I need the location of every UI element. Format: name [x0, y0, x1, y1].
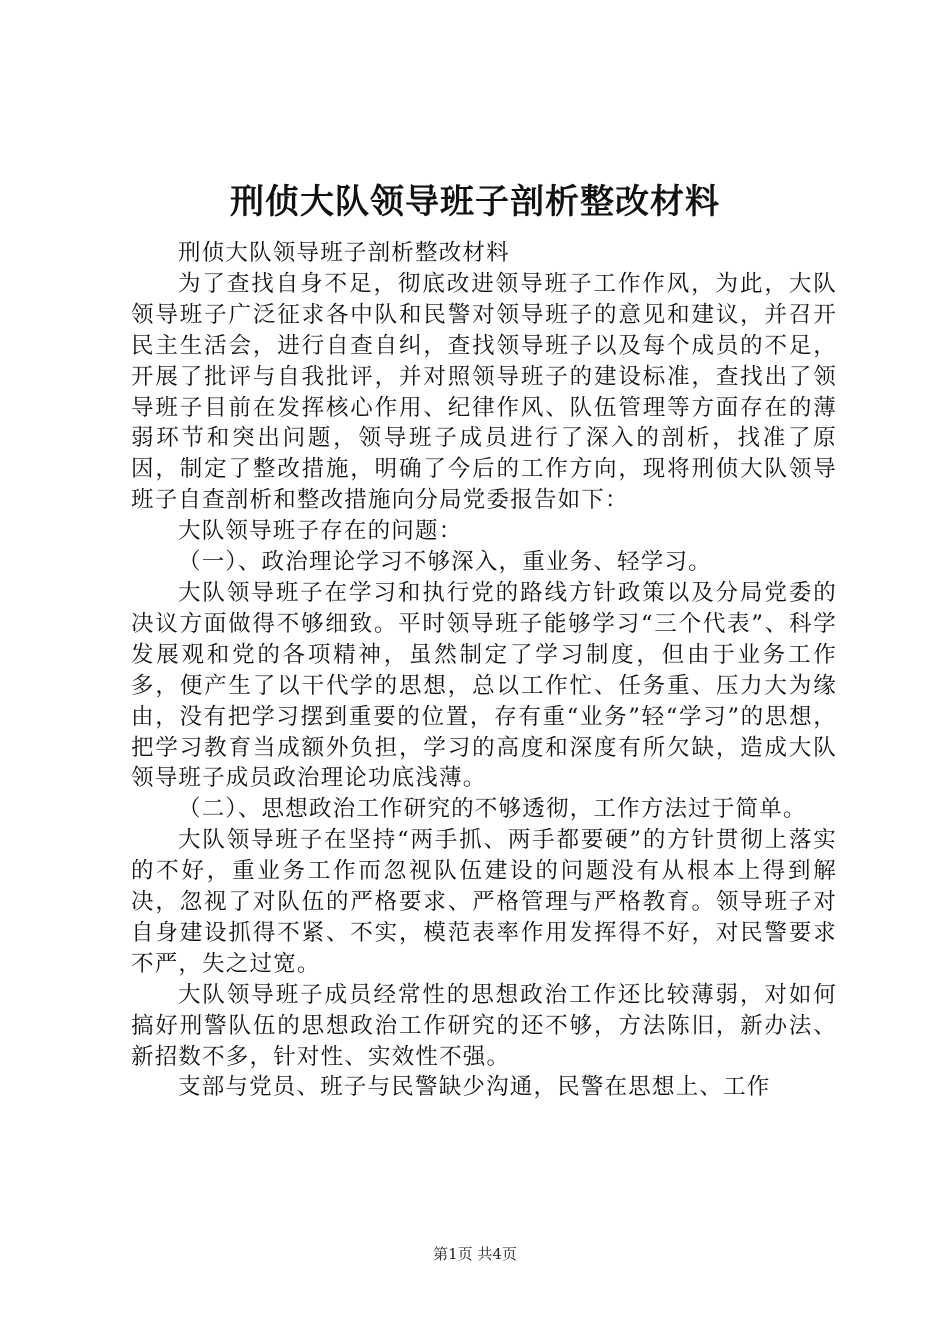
page-footer: 第1页 共4页 [433, 1245, 517, 1263]
paragraph-section-2-heading: （二）、思想政治工作研究的不够透彻，工作方法过于简单。 [178, 796, 807, 823]
paragraph-section-2-body-2: 大队领导班子成员经常性的思想政治工作还比较薄弱，对如何搞好刑警队伍的思想政治工作研究的还不够，方法陈旧，新办法、新招数不多，针对性、实效性不强。 [131, 981, 837, 1070]
paragraph-section-2-body: 大队领导班子在坚持“两手抓、两手都要硬”的方针贯彻上落实的不好，重业务工作而忽视队伍建设的问题没有从根本上得到解决，忽视了对队伍的严格要求、严格管理与严格教育。领导班子对自身建设抓得不紧、不实，模范表率作用发挥得不好，对民警要求不严，失之过宽。 [131, 827, 837, 977]
paragraph-introduction: 为了查找自身不足，彻底改进领导班子工作作风，为此，大队领导班子广泛征求各中队和民警对领导班子的意见和建议，并召开民主生活会，进行自查自纠，查找领导班子以及每个成员的不足，开展了批评与自我批评，并对照领导班子的建设标准，查找出了领导班子目前在发挥核心作用、纪律作风、队伍管理等方面存在的薄弱环节和突出问题，领导班子成员进行了深入的剖析，找准了原因，制定了整改措施，明确了今后的工作方向，现将刑侦大队领导班子自查剖析和整改措施向分局党委报告如下： [131, 270, 837, 514]
paragraph-section-1-body: 大队领导班子在学习和执行党的路线方针政策以及分局党委的决议方面做得不够细致。平时领导班子能够学习“三个代表”、科学发展观和党的各项精神，虽然制定了学习制度，但由于业务工作多，便产生了以干代学的思想，总以工作忙、任务重、压力大为缘由，没有把学习摆到重要的位置，存有重“业务”轻“学习”的思想，把学习教育当成额外负担，学习的高度和深度有所欠缺，造成大队领导班子成员政治理论功底浅薄。 [131, 579, 837, 792]
paragraph-subtitle: 刑侦大队领导班子剖析整改材料 [178, 240, 510, 266]
document-body [131, 238, 837, 1103]
document-title: 刑侦大队领导班子剖析整改材料 [230, 182, 720, 222]
paragraph-problems-heading: 大队领导班子存在的问题： [178, 518, 463, 545]
paragraph-section-1-heading: （一）、政治理论学习不够深入，重业务、轻学习。 [178, 549, 712, 576]
paragraph-section-2-body-3: 支部与党员、班子与民警缺少沟通，民警在思想上、工作 [178, 1074, 771, 1101]
